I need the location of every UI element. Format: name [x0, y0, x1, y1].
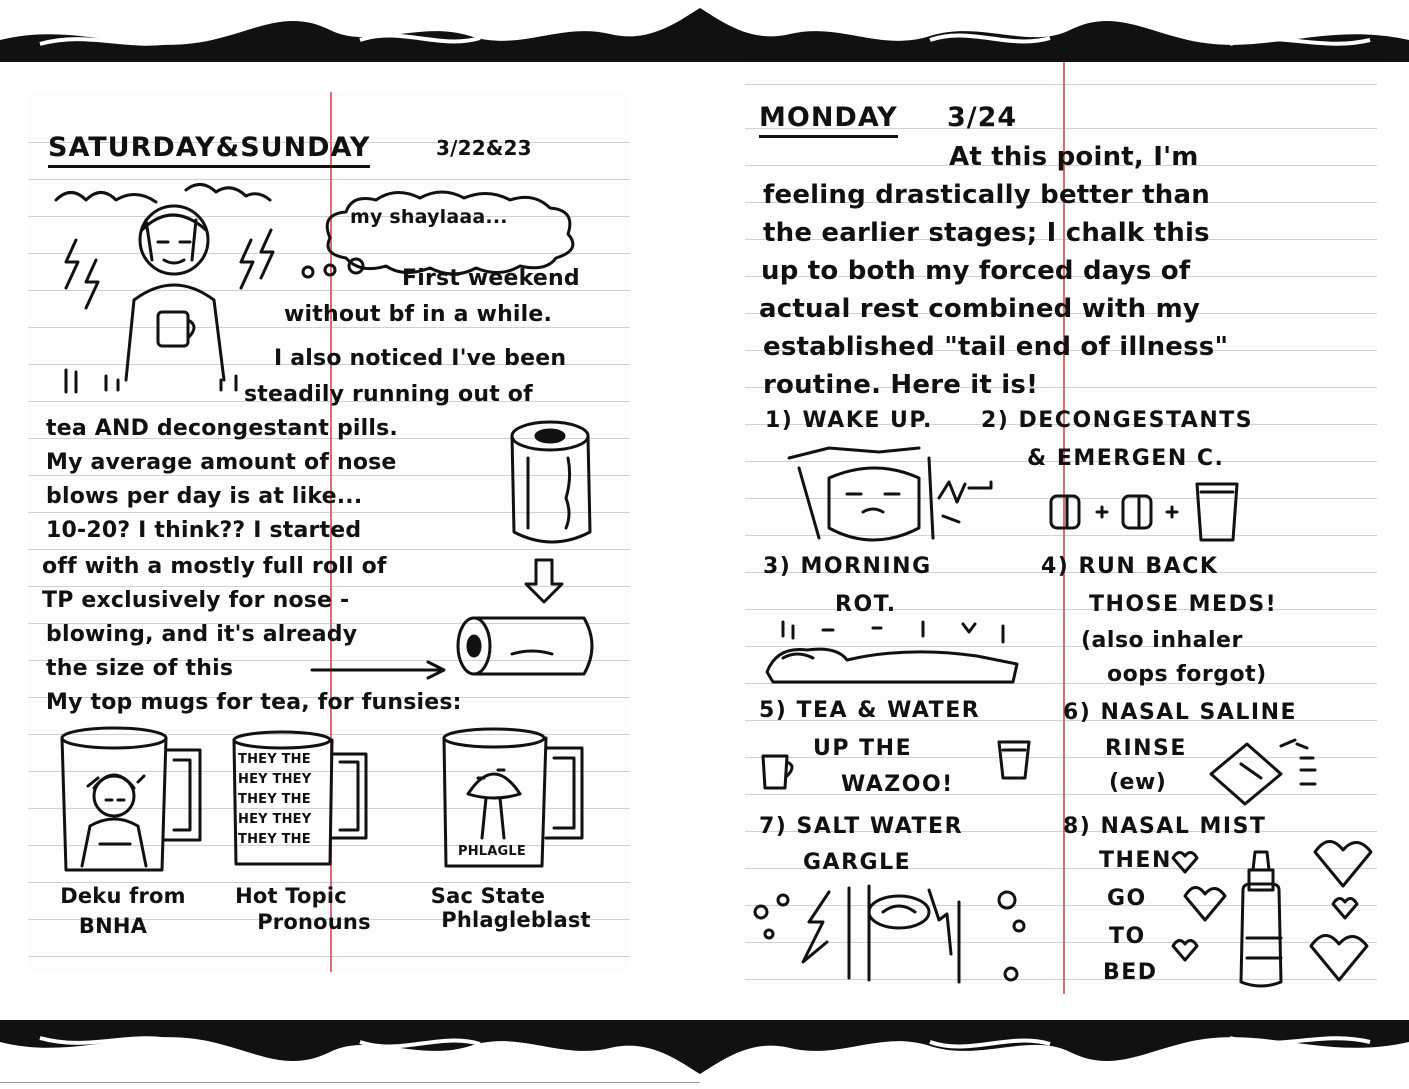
text-line: My average amount of nose	[46, 450, 397, 475]
mug-pronoun-text: HEY THEY	[238, 772, 312, 787]
waking-face-icon	[779, 438, 1029, 548]
step-label: UP THE	[813, 736, 913, 761]
mug-pronoun-text: THEY THE	[238, 752, 311, 767]
down-arrow-icon	[524, 558, 564, 604]
mug-caption: Deku from	[60, 884, 186, 908]
lying-in-bed-icon	[763, 602, 1053, 692]
mug-pronoun-text: THEY THE	[238, 792, 311, 807]
step-label: 6) NASAL SALINE	[1063, 700, 1298, 725]
right-page-date: 3/24	[947, 102, 1018, 133]
text-line: actual rest combined with my	[759, 294, 1201, 324]
step-label: 3) MORNING	[763, 554, 932, 579]
text-line: tea AND decongestant pills.	[46, 416, 398, 441]
step-label: 5) TEA & WATER	[759, 698, 981, 723]
deku-mug-icon	[52, 726, 212, 878]
left-page-title: SATURDAY&SUNDAY	[48, 132, 370, 168]
mug-caption: BNHA	[78, 914, 148, 938]
step-label: (also inhaler	[1081, 628, 1243, 653]
text-line: the size of this	[46, 656, 234, 681]
step-label: 7) SALT WATER	[759, 814, 964, 839]
text-line: 10-20? I think?? I started	[46, 518, 362, 543]
mug-pronoun-text: THEY THE	[238, 832, 311, 847]
mug-caption: Hot Topic	[235, 884, 347, 908]
water-glass-icon	[995, 738, 1035, 782]
text-line: My top mugs for tea, for funsies:	[46, 690, 462, 715]
text-line: At this point, I'm	[949, 142, 1199, 172]
text-line: TP exclusively for nose -	[42, 588, 350, 613]
text-line: feeling drastically better than	[763, 180, 1210, 210]
text-line: I also noticed I've been	[274, 346, 567, 371]
text-line: up to both my forced days of	[761, 256, 1191, 286]
step-label: & EMERGEN C.	[1027, 446, 1225, 471]
mug-pronoun-text: HEY THEY	[238, 812, 312, 827]
sick-self-portrait-icon	[46, 180, 296, 400]
left-page-date: 3/22&23	[436, 136, 532, 160]
mug-caption: Phlagleblast	[441, 908, 591, 932]
step-label: BED	[1103, 960, 1158, 985]
step-label: GO	[1107, 886, 1147, 911]
saline-bottle-icon	[1201, 734, 1341, 808]
thought-bubble-text: my shaylaaa...	[350, 206, 508, 228]
pills-plus-cup-icon	[1047, 476, 1307, 546]
bottom-rule	[0, 1082, 700, 1083]
step-label: 8) NASAL MIST	[1063, 814, 1267, 839]
step-label: TO	[1109, 924, 1146, 949]
text-line: blows per day is at like...	[46, 484, 363, 509]
right-arrow-icon	[310, 660, 450, 680]
tea-cup-icon	[759, 748, 799, 792]
left-notebook-page	[28, 92, 630, 972]
mug-caption: Sac State	[430, 884, 546, 908]
tribal-border-top	[0, 0, 1409, 70]
step-label: oops forgot)	[1107, 662, 1267, 687]
text-line: steadily running out of	[244, 382, 533, 407]
mug-caption: Pronouns	[257, 910, 371, 934]
text-line: without bf in a while.	[284, 302, 553, 327]
step-label: 4) RUN BACK	[1041, 554, 1219, 579]
step-label: 1) WAKE UP.	[765, 408, 933, 433]
step-label: RINSE	[1105, 736, 1187, 761]
step-label: THEN	[1099, 848, 1172, 873]
right-notebook-page	[745, 62, 1377, 994]
small-tp-roll-icon	[452, 612, 602, 682]
step-label: GARGLE	[803, 850, 912, 875]
text-line: routine. Here it is!	[763, 370, 1039, 400]
full-tp-roll-icon	[498, 418, 598, 550]
right-page-title: MONDAY	[759, 102, 898, 138]
tribal-border-bottom	[0, 1012, 1409, 1082]
mug-logo-text: PHLAGLE	[458, 844, 526, 859]
text-line: blowing, and it's already	[46, 622, 358, 647]
text-line: off with a mostly full roll of	[42, 554, 387, 579]
text-line: First weekend	[402, 266, 580, 291]
gargling-face-icon	[749, 882, 1039, 994]
text-line: the earlier stages; I chalk this	[763, 218, 1210, 248]
step-label: (ew)	[1109, 770, 1167, 795]
step-label: ROT.	[835, 592, 897, 617]
text-line: established "tail end of illness"	[763, 332, 1229, 362]
step-label: 2) DECONGESTANTS	[981, 408, 1254, 433]
step-label: WAZOO!	[841, 772, 954, 797]
nasal-mist-hearts-icon	[1165, 842, 1377, 992]
step-label: THOSE MEDS!	[1089, 592, 1278, 617]
